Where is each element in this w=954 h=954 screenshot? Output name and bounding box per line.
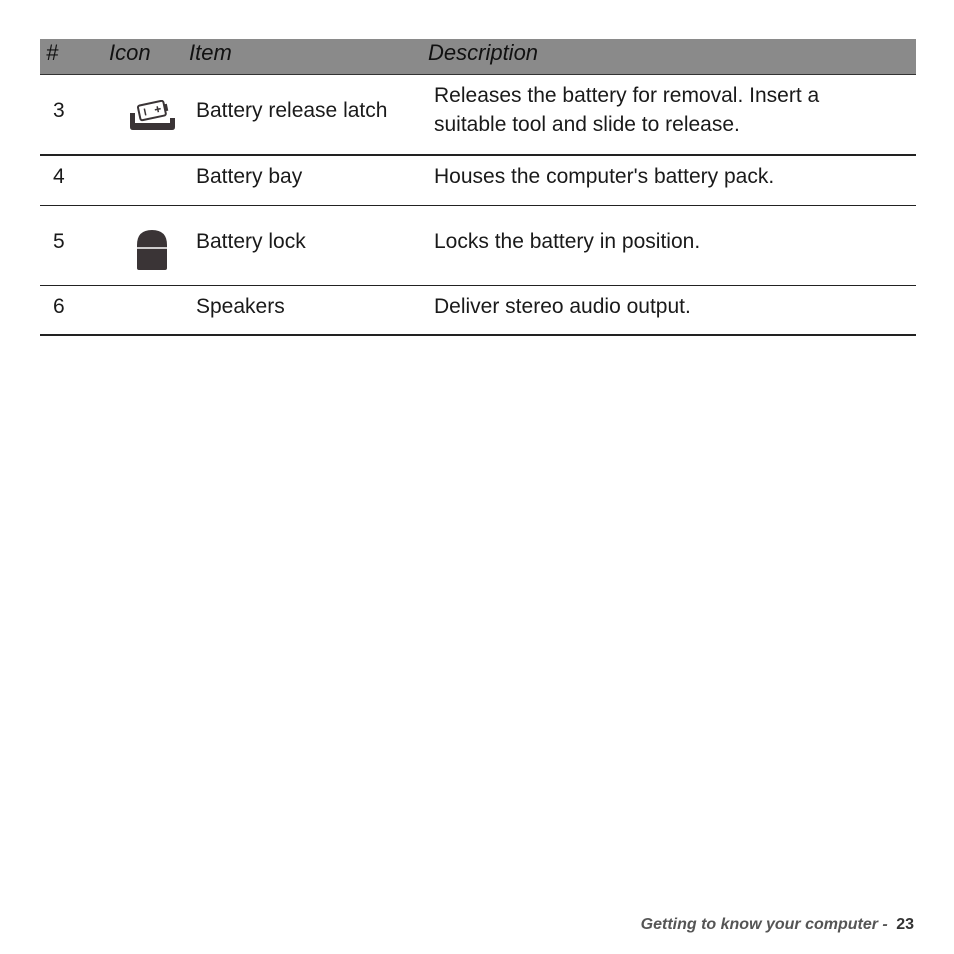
header-number: # bbox=[46, 40, 59, 65]
row-item: Battery lock bbox=[196, 230, 306, 253]
row-description-line1: Deliver stereo audio output. bbox=[434, 295, 691, 318]
row-description-line1: Houses the computer's battery pack. bbox=[434, 165, 775, 188]
row-item: Battery release latch bbox=[196, 99, 388, 122]
row-number: 3 bbox=[53, 99, 65, 122]
row-item: Battery bay bbox=[196, 165, 303, 188]
table-row bbox=[40, 156, 916, 206]
header-icon: Icon bbox=[109, 40, 151, 65]
page-number: 23 bbox=[896, 916, 914, 933]
row-number: 5 bbox=[53, 230, 65, 253]
page-footer bbox=[641, 916, 914, 934]
table-row bbox=[40, 206, 916, 286]
row-number: 6 bbox=[53, 295, 65, 318]
lock-icon bbox=[136, 229, 168, 276]
table-row bbox=[40, 75, 916, 156]
footer-title: Getting to know your computer - bbox=[640, 916, 893, 933]
table-row bbox=[40, 286, 916, 336]
row-number: 4 bbox=[53, 165, 65, 188]
components-table bbox=[40, 39, 916, 336]
table-header bbox=[40, 39, 916, 75]
row-description-line2: suitable tool and slide to release. bbox=[434, 113, 740, 136]
row-description-line1: Locks the battery in position. bbox=[434, 230, 701, 253]
row-item: Speakers bbox=[196, 295, 285, 318]
battery-release-icon bbox=[128, 100, 176, 137]
header-item: Item bbox=[189, 40, 232, 65]
header-description: Description bbox=[428, 40, 539, 65]
row-description-line1: Releases the battery for removal. Insert a bbox=[434, 84, 820, 107]
